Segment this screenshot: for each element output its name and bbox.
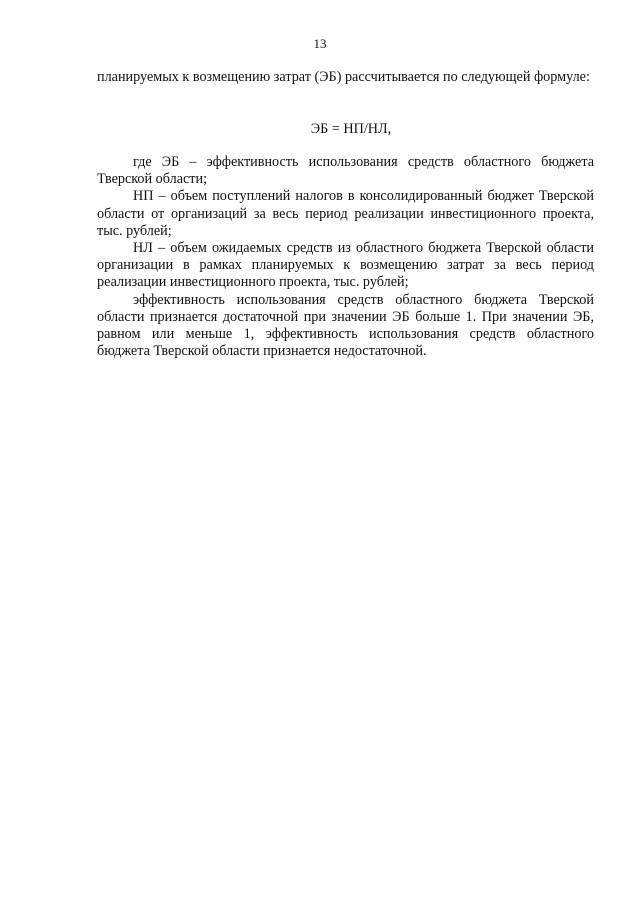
definition-nl: НЛ – объем ожидаемых средств из областного бюджета Тверской области организации в рамках планируемых к возмещению затрат за весь период реализации инвестиционного проекта, тыс. рублей; <box>97 240 594 291</box>
efficiency-criteria: эффективность использования средств областного бюджета Тверской области признается достаточной при значении ЭБ больше 1. При значении ЭБ, равном или меньше 1, эффективность использования средств областного бюджета Тверской области признается недостаточной. <box>97 291 594 360</box>
definition-np: НП – объем поступлений налогов в консолидированный бюджет Тверской области от организаций за весь период реализации инвестиционного проекта, тыс. рублей; <box>97 188 594 239</box>
definition-eb: где ЭБ – эффективность использования средств областного бюджета Тверской области; <box>97 154 594 188</box>
intro-paragraph: планируемых к возмещению затрат (ЭБ) рассчитывается по следующей формуле: <box>97 69 590 85</box>
formula: ЭБ = НП/НЛ, <box>310 121 392 137</box>
definitions-body <box>97 154 594 360</box>
page-number: 13 <box>313 36 327 51</box>
